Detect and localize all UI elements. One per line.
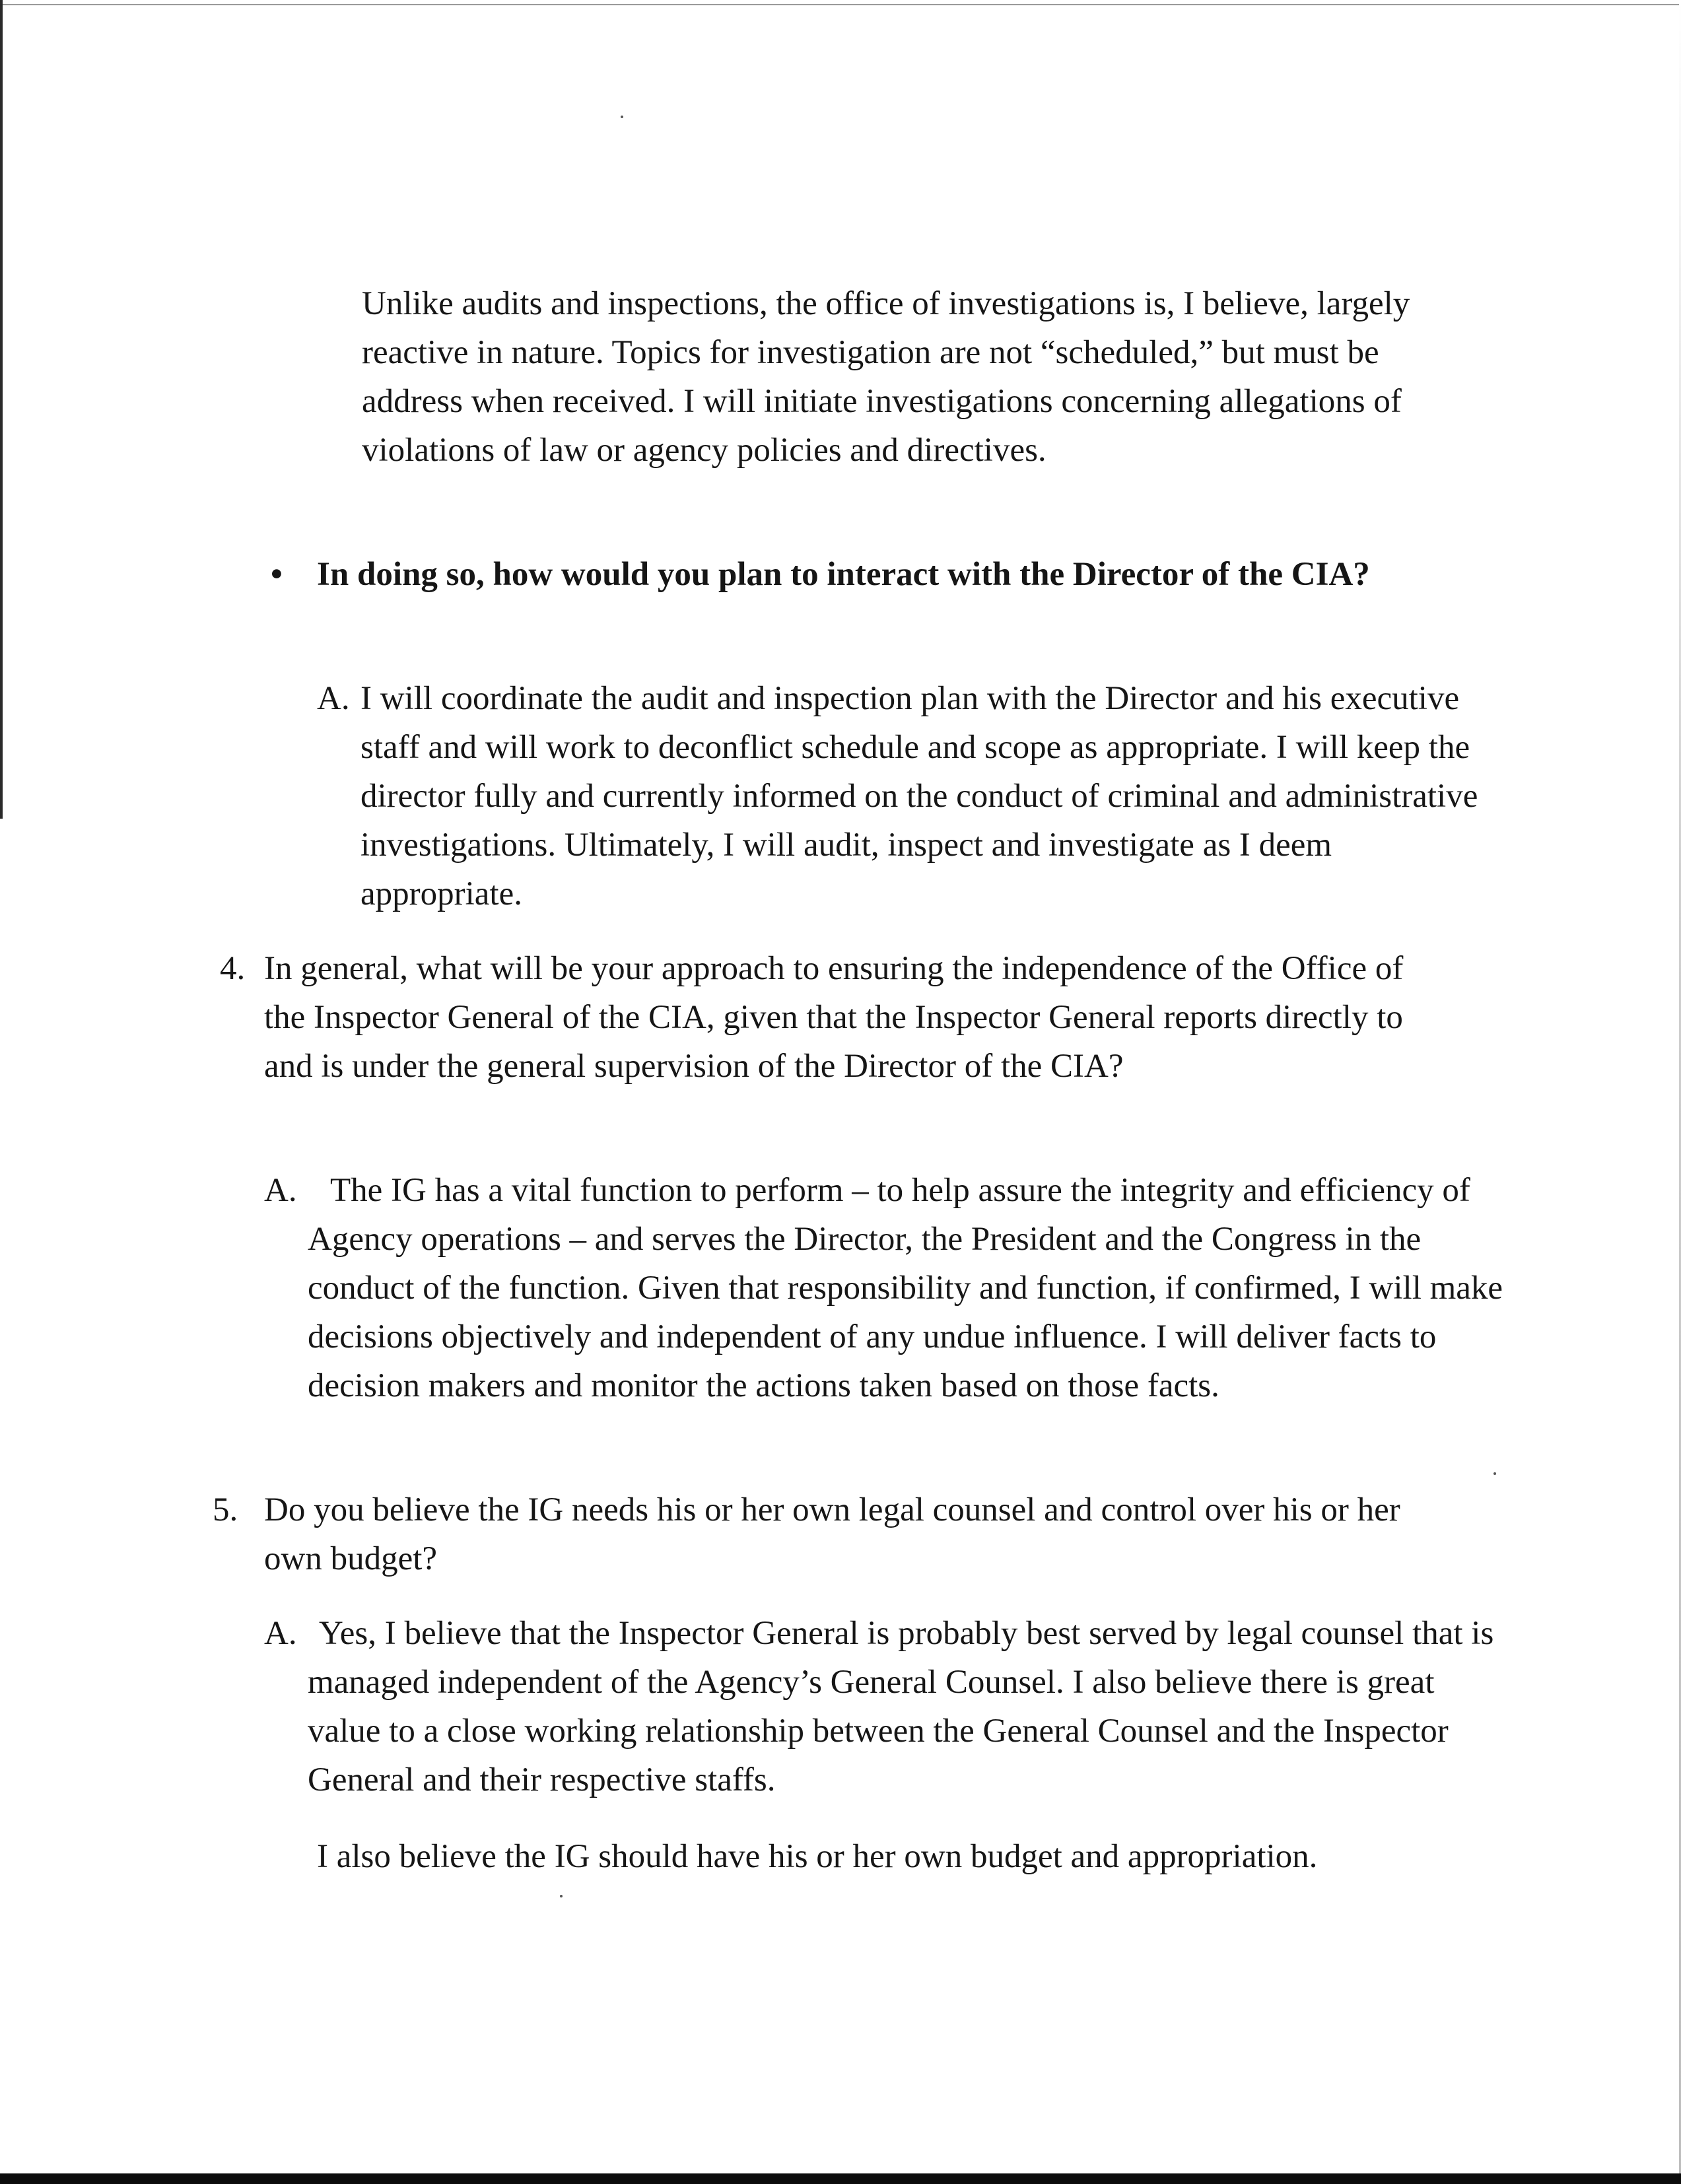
scan-speck <box>560 1895 563 1897</box>
question-4-answer: The IG has a vital function to perform – to help assure the integrity and efficiency of Agency operations – and serves the Director, the President and the Congress in the conduct of the function. Given that responsibility and function, if confirmed, I will make decisions objectively and independent of any undue influence. I will deliver facts to decision makers and monitor the actions taken based on those facts. <box>308 1172 1503 1404</box>
scan-speck <box>621 116 623 118</box>
question-5-answer: Yes, I believe that the Inspector General is probably best served by legal counsel that is managed independent of the Agency’s General Counsel. I also believe there is great value to a close working relationship between the General Counsel and the Inspector General and their respective staffs. <box>308 1615 1494 1798</box>
scan-left-edge <box>0 0 3 819</box>
question-4-answer-label: A. <box>264 1172 297 1209</box>
question-5-number: 5. <box>213 1491 238 1528</box>
bullet-answer-label: A. <box>317 680 350 717</box>
scan-bottom-edge <box>0 2173 1681 2184</box>
bullet-answer: I will coordinate the audit and inspection plan with the Director and his executive staff and will work to deconflict schedule and scope as appropriate. I will keep the director fully and currently informed on the conduct of criminal and administrative investigations. Ultimately, I will audit, inspect and investigate as I deem appropriate. <box>360 680 1478 912</box>
bullet-marker: • <box>271 556 283 593</box>
question-5-text: Do you believe the IG needs his or her own legal counsel and control over his or her own budget? <box>264 1491 1400 1577</box>
intro-paragraph: Unlike audits and inspections, the office of investigations is, I believe, largely reactive in nature. Topics for investigation are not “scheduled,” but must be address when received. I will initiate investigations concerning allegations of violations of law or agency policies and directives. <box>362 285 1410 469</box>
scan-speck <box>1493 1472 1496 1475</box>
question-4-text: In general, what will be your approach to ensuring the independence of the Office of the Inspector General of the CIA, given that the Inspector General reports directly to and is under the general supervision of the Director of the CIA? <box>264 950 1404 1085</box>
question-4-number: 4. <box>220 950 246 987</box>
scan-top-border <box>0 4 1681 5</box>
question-5-answer-label: A. <box>264 1615 297 1652</box>
bullet-question: In doing so, how would you plan to interact with the Director of the CIA? <box>317 556 1370 593</box>
question-5-answer-continued: I also believe the IG should have his or her own budget and appropriation. <box>317 1838 1318 1875</box>
